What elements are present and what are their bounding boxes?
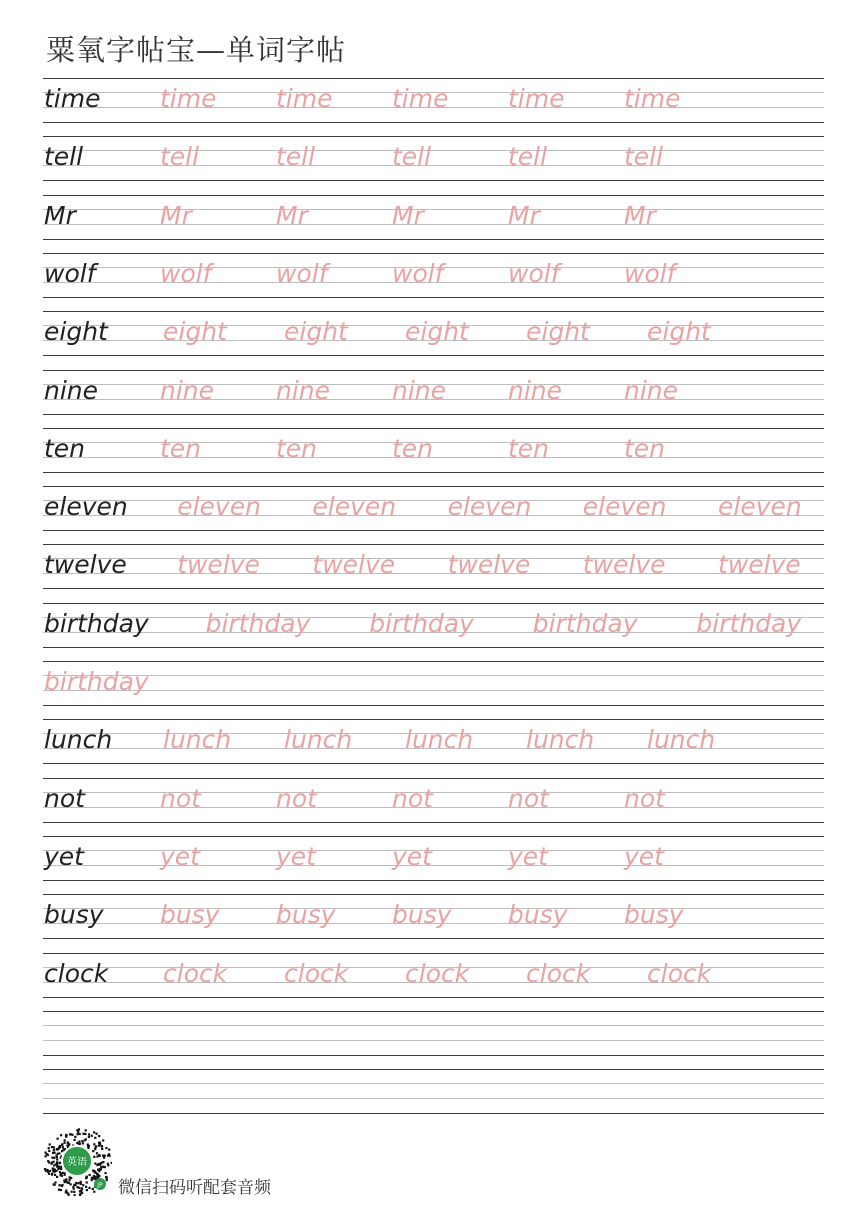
guide-line	[43, 603, 824, 604]
trace-word: ten	[160, 433, 202, 463]
model-word: nine	[44, 375, 99, 405]
trace-word: time	[392, 84, 449, 113]
trace-word: lunch	[284, 725, 353, 755]
trace-word: time	[624, 84, 681, 113]
trace-word: twelve	[447, 550, 531, 580]
trace-word: twelve	[312, 550, 396, 580]
guide-line	[43, 370, 824, 371]
model-word: ten	[44, 433, 86, 463]
guide-line	[43, 997, 824, 998]
trace-word: birthday	[44, 667, 149, 696]
trace-word: lunch	[163, 725, 232, 755]
guide-line	[43, 1025, 824, 1026]
trace-word: eight	[405, 317, 469, 347]
guide-line	[43, 530, 824, 531]
guide-line	[43, 311, 824, 312]
model-word: tell	[44, 142, 84, 172]
trace-word: lunch	[526, 725, 595, 755]
trace-word: eleven	[718, 492, 802, 522]
trace-word: twelve	[718, 550, 801, 580]
trace-word: tell	[508, 142, 548, 172]
guide-line	[43, 953, 824, 954]
trace-word: eleven	[312, 492, 397, 522]
trace-word: wolf	[392, 258, 444, 288]
guide-line	[43, 880, 824, 881]
model-word: birthday	[44, 608, 149, 638]
trace-word: time	[276, 84, 333, 113]
trace-word: tell	[276, 142, 316, 172]
guide-line	[43, 78, 824, 79]
page-title: 粟氧字帖宝—单词字帖	[46, 33, 347, 67]
model-word: time	[44, 84, 101, 113]
trace-word: ten	[276, 433, 318, 463]
trace-word: eleven	[177, 492, 261, 522]
guide-line	[43, 675, 824, 676]
trace-word: nine	[160, 375, 215, 405]
trace-word: busy	[160, 900, 220, 930]
trace-word: nine	[508, 375, 563, 405]
model-word: Mr	[44, 200, 76, 230]
guide-line	[43, 1040, 824, 1041]
guide-line	[43, 1055, 824, 1056]
trace-word: twelve	[177, 550, 260, 580]
trace-word: yet	[508, 841, 548, 871]
trace-word: not	[624, 783, 665, 813]
guide-line	[43, 558, 824, 559]
trace-word: ten	[508, 433, 550, 463]
model-word: wolf	[44, 258, 96, 288]
trace-word: wolf	[508, 258, 560, 288]
guide-line	[43, 180, 824, 181]
guide-line	[43, 822, 824, 823]
trace-word: wolf	[276, 258, 328, 288]
guide-line	[43, 544, 824, 545]
trace-word: Mr	[276, 200, 308, 230]
guide-line	[43, 1011, 824, 1012]
guide-line	[43, 122, 824, 123]
trace-word: Mr	[160, 200, 192, 230]
trace-word: busy	[508, 900, 568, 930]
trace-word: eleven	[447, 492, 532, 522]
guide-line	[43, 195, 824, 196]
trace-word: tell	[160, 142, 200, 172]
trace-word: eight	[647, 317, 711, 347]
model-word: clock	[44, 958, 109, 988]
trace-word: clock	[526, 958, 591, 988]
guide-line	[43, 778, 824, 779]
trace-word: birthday	[696, 608, 802, 638]
trace-word: eight	[284, 317, 348, 347]
trace-word: clock	[284, 958, 349, 988]
guide-line	[43, 239, 824, 240]
guide-line	[43, 486, 824, 487]
trace-word: clock	[163, 958, 228, 988]
guide-line	[43, 414, 824, 415]
trace-word: busy	[624, 900, 684, 930]
trace-word: Mr	[392, 200, 424, 230]
trace-word: lunch	[405, 725, 474, 755]
trace-word: yet	[392, 841, 432, 871]
trace-word: time	[508, 84, 565, 113]
model-word: twelve	[44, 550, 127, 580]
guide-line	[43, 690, 824, 691]
trace-word: not	[508, 783, 549, 813]
trace-word: wolf	[160, 258, 212, 288]
guide-line	[43, 253, 824, 254]
trace-word: twelve	[582, 550, 666, 580]
footer	[42, 1126, 362, 1198]
trace-word: eight	[163, 317, 227, 347]
guide-line	[43, 136, 824, 137]
qr-badge-label: 英语	[67, 1157, 87, 1168]
trace-word: ten	[624, 433, 666, 463]
guide-line	[43, 938, 824, 939]
qr-code-icon[interactable]	[42, 1126, 112, 1196]
guide-line	[43, 719, 824, 720]
trace-word: clock	[405, 958, 470, 988]
guide-line	[43, 297, 824, 298]
trace-word: nine	[624, 375, 679, 405]
guide-line	[43, 428, 824, 429]
trace-word: nine	[276, 375, 331, 405]
guide-line	[43, 588, 824, 589]
guide-line	[43, 661, 824, 662]
guide-line	[43, 500, 824, 501]
guide-line	[43, 1098, 824, 1099]
guide-line	[43, 1069, 824, 1070]
guide-line	[43, 1083, 824, 1084]
trace-word: yet	[624, 841, 664, 871]
model-word: eight	[44, 317, 108, 347]
model-word: busy	[44, 900, 104, 930]
guide-line	[43, 647, 824, 648]
trace-word: tell	[624, 142, 664, 172]
trace-word: birthday	[369, 608, 474, 638]
trace-word: ten	[392, 433, 434, 463]
trace-word: not	[160, 783, 201, 813]
trace-word: birthday	[205, 608, 311, 638]
trace-word: eleven	[582, 492, 667, 522]
model-word: yet	[44, 841, 84, 871]
trace-word: clock	[647, 958, 712, 988]
trace-word: busy	[392, 900, 452, 930]
guide-line	[43, 894, 824, 895]
footer-caption: 微信扫码听配套音频	[118, 1178, 271, 1198]
trace-word: not	[276, 783, 317, 813]
guide-line	[43, 573, 824, 574]
guide-line	[43, 1113, 824, 1114]
trace-word: yet	[276, 841, 316, 871]
trace-word: nine	[392, 375, 447, 405]
trace-word: eight	[526, 317, 590, 347]
trace-word: time	[160, 84, 217, 113]
guide-line	[43, 763, 824, 764]
trace-word: tell	[392, 142, 432, 172]
qr-corner-label: JP	[97, 1182, 103, 1189]
model-word: eleven	[44, 492, 128, 522]
trace-word: birthday	[532, 608, 638, 638]
guide-line	[43, 515, 824, 516]
trace-word: busy	[276, 900, 336, 930]
guide-line	[43, 355, 824, 356]
trace-word: wolf	[624, 258, 676, 288]
model-word: not	[44, 783, 85, 813]
guide-line	[43, 705, 824, 706]
trace-word: Mr	[508, 200, 540, 230]
trace-word: not	[392, 783, 433, 813]
trace-word: lunch	[647, 725, 716, 755]
guide-line	[43, 472, 824, 473]
trace-word: Mr	[624, 200, 656, 230]
model-word: lunch	[44, 725, 113, 755]
guide-line	[43, 836, 824, 837]
trace-word: yet	[160, 841, 200, 871]
